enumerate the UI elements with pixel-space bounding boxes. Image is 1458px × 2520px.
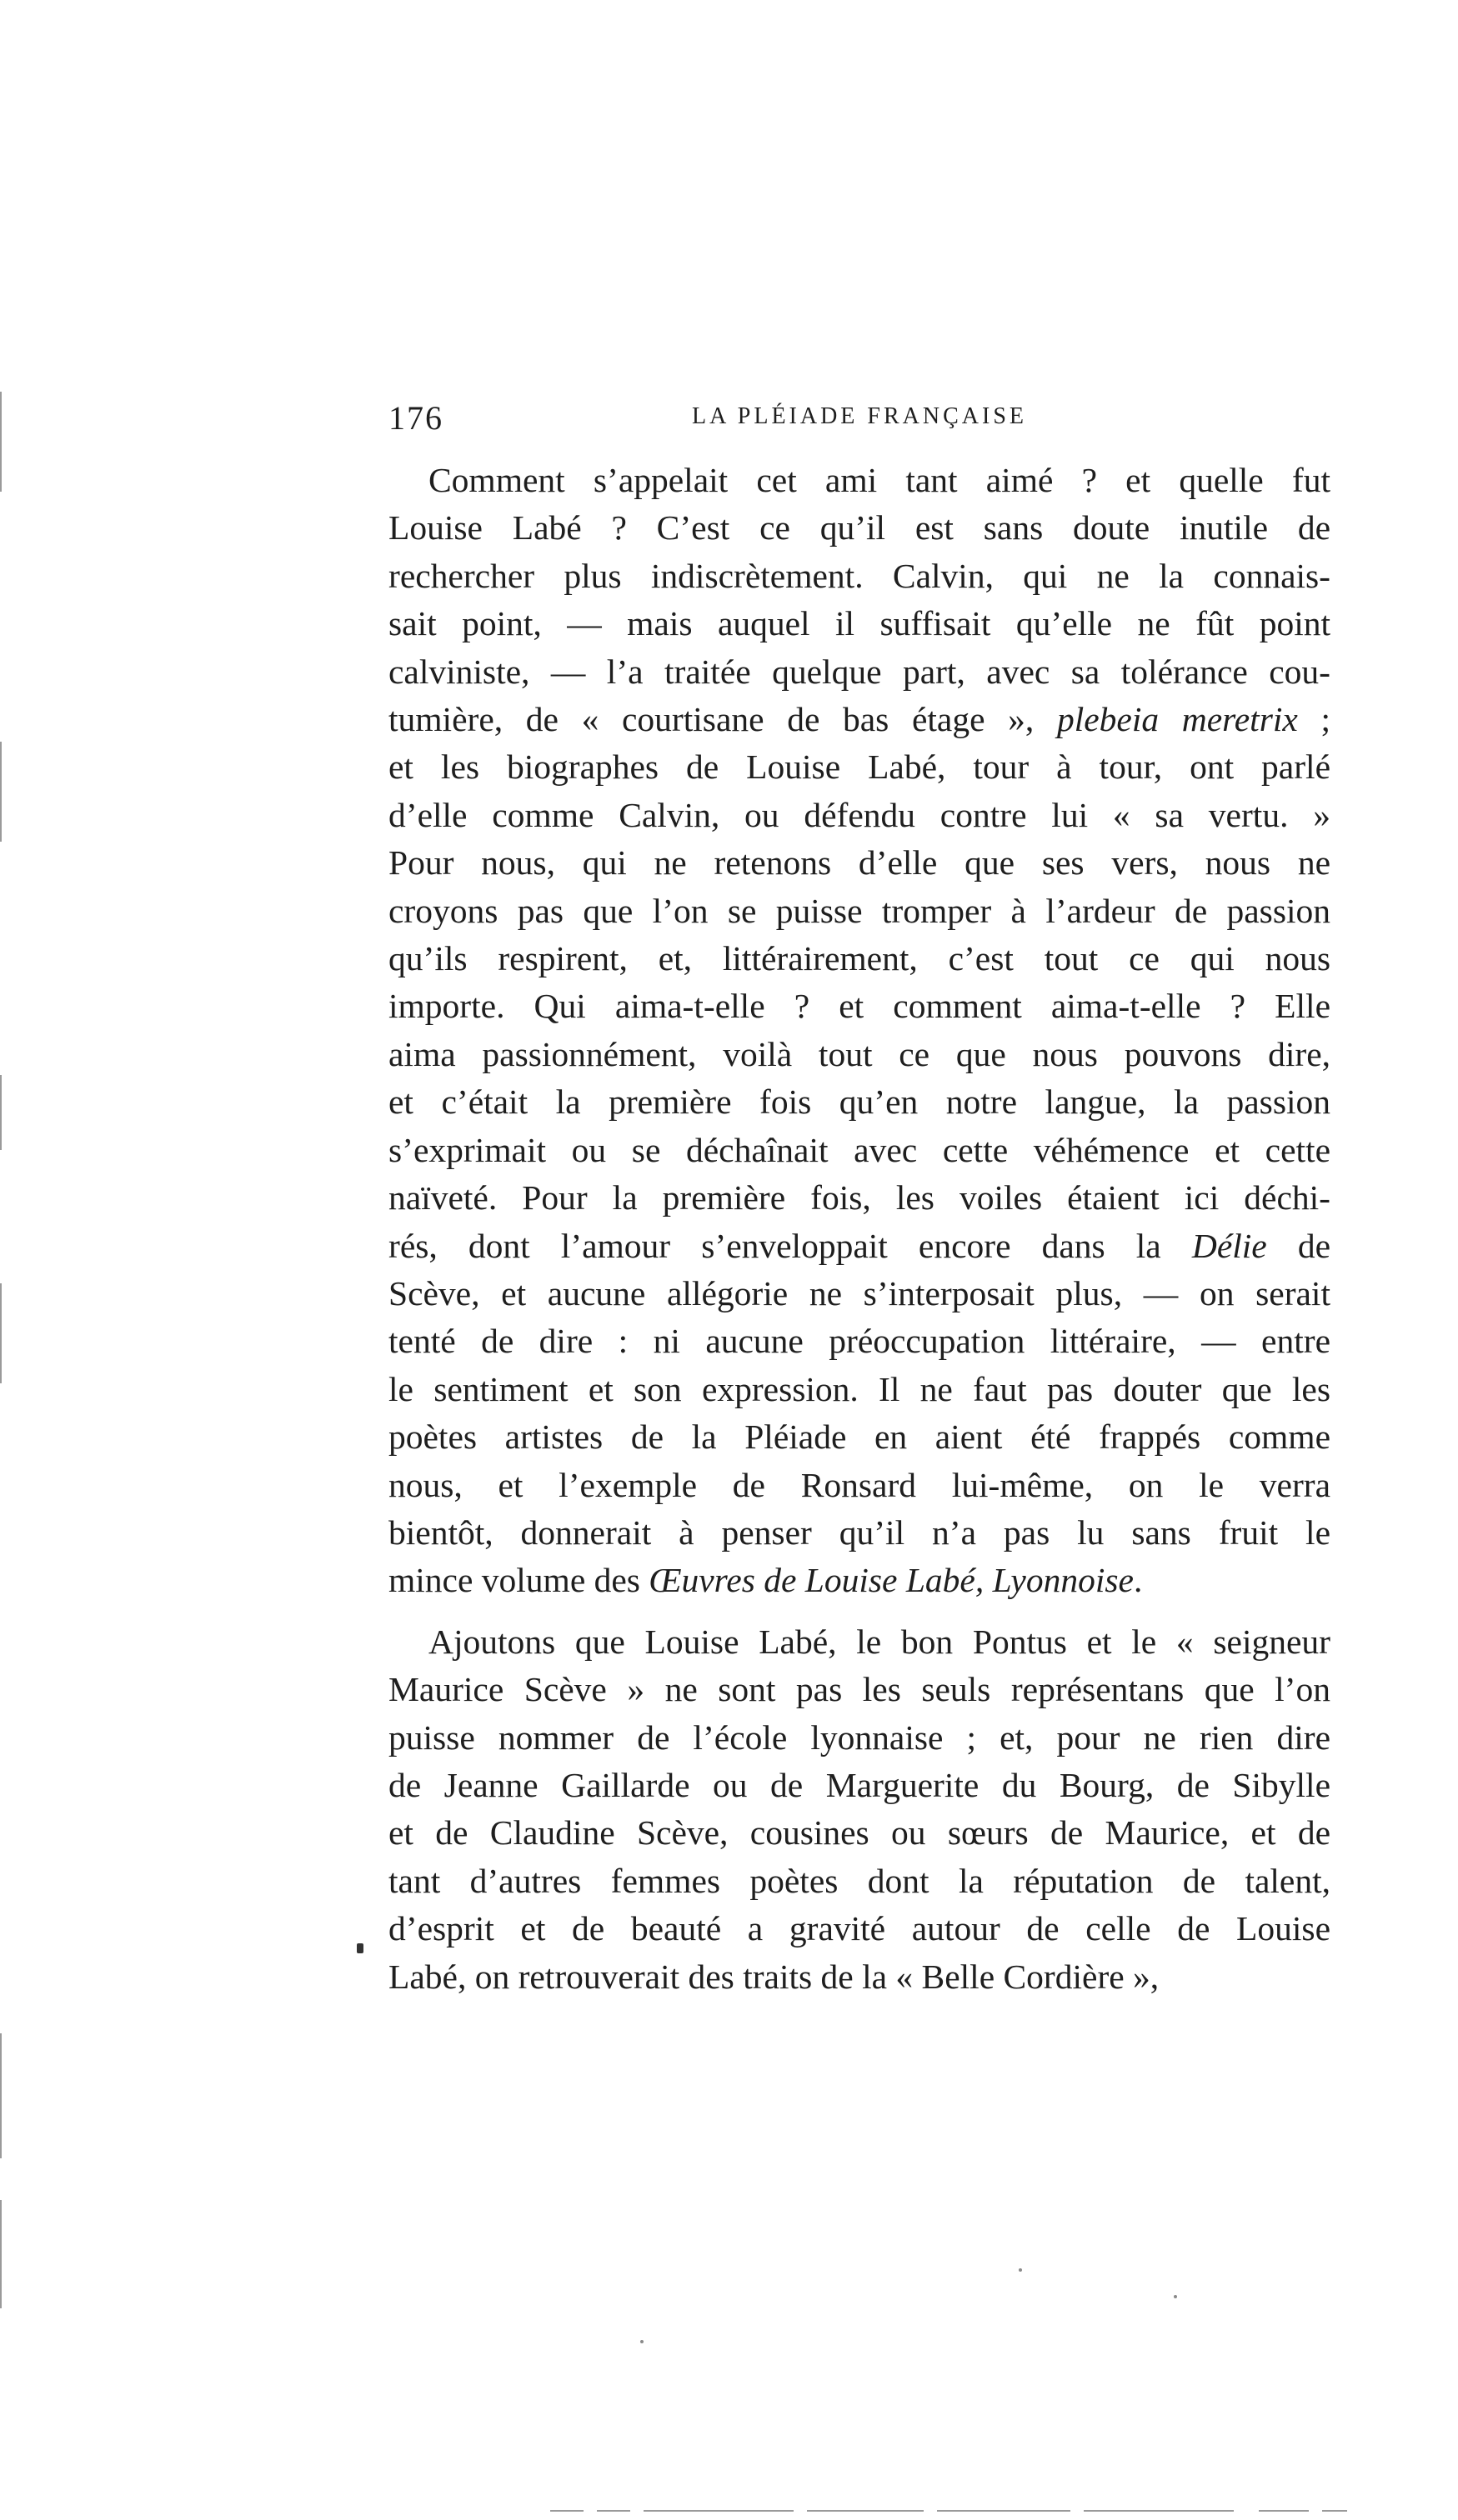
text-line: tant d’autres femmes poètes dont la réputation de talent, [388, 1861, 1330, 1900]
bottom-rule [937, 2510, 1070, 2512]
text-line: tumière, de « courtisane de bas étage », plebeia meretrix ; [388, 700, 1330, 739]
text-line: rechercher plus indiscrètement. Calvin, qui ne la connais- [388, 556, 1330, 595]
text-line: naïveté. Pour la première fois, les voiles étaient ici déchi- [388, 1178, 1330, 1218]
text-line: d’elle comme Calvin, ou défendu contre lui « sa vertu. » [388, 795, 1330, 834]
text-line: Ajoutons que Louise Labé, le bon Pontus et le « seigneur [428, 1622, 1330, 1661]
text-line: aima passionnément, voilà tout ce que nous pouvons dire, [388, 1034, 1330, 1073]
bottom-rule [1084, 2510, 1234, 2512]
text-line: Comment s’appelait cet ami tant aimé ? et quelle fut [428, 461, 1330, 499]
text-line: et les biographes de Louise Labé, tour à tour, ont parlé [388, 748, 1330, 787]
paragraph-2 [388, 1618, 1330, 2001]
text-line: de Jeanne Gaillarde ou de Marguerite du Bourg, de Sibylle [388, 1765, 1330, 1804]
bottom-rule [807, 2510, 924, 2512]
bottom-rule [644, 2510, 794, 2512]
text-line: mince volume des Œuvres de Louise Labé, Lyonnoise. [388, 1561, 1143, 1600]
scan-edge-mark [0, 1075, 2, 1150]
text-line: et c’était la première fois qu’en notre langue, la passion [388, 1082, 1330, 1122]
text-line: Pour nous, qui ne retenons d’elle que ses vers, nous ne [388, 843, 1330, 882]
text-line: nous, et l’exemple de Ronsard lui-même, on le verra [388, 1465, 1330, 1504]
text-line: Maurice Scève » ne sont pas les seuls représentans que l’on [388, 1670, 1330, 1709]
ink-speck [640, 2340, 644, 2343]
text-line: s’exprimait ou se déchaînait avec cette véhémence et cette [388, 1130, 1330, 1169]
running-head [388, 398, 1330, 440]
text-line: croyons pas que l’on se puisse tromper à l’ardeur de passion [388, 891, 1330, 930]
body-text [388, 457, 1330, 2001]
text-line: Louise Labé ? C’est ce qu’il est sans doute inutile de [388, 508, 1330, 548]
text-line: tenté de dire : ni aucune préoccupation littéraire, — entre [388, 1322, 1330, 1361]
running-title: LA PLÉIADE FRANÇAISE [691, 403, 1027, 429]
page-number: 176 [388, 399, 443, 437]
scan-edge-mark [0, 2200, 2, 2308]
text-line: calviniste, — l’a traitée quelque part, avec sa tolérance cou- [388, 652, 1330, 691]
text-line: Scève, et aucune allégorie ne s’interposait plus, — on serait [388, 1273, 1330, 1312]
scan-edge-mark [0, 2033, 2, 2158]
text-line: rés, dont l’amour s’enveloppait encore dans la Délie de [388, 1226, 1330, 1265]
paragraph-1 [388, 457, 1330, 1605]
bottom-rule [1259, 2510, 1309, 2512]
bottom-rule [1322, 2510, 1347, 2512]
bottom-rule [550, 2510, 584, 2512]
ink-speck [357, 1943, 363, 1953]
ink-speck [1174, 2295, 1177, 2298]
text-line: le sentiment et son expression. Il ne faut pas douter que les [388, 1369, 1330, 1408]
text-line: bientôt, donnerait à penser qu’il n’a pas lu sans fruit le [388, 1512, 1330, 1552]
bottom-rule [597, 2510, 630, 2512]
scan-edge-mark [0, 742, 2, 842]
text-line: importe. Qui aima-t-elle ? et comment aima-t-elle ? Elle [388, 987, 1330, 1026]
ink-speck [1019, 2268, 1022, 2272]
text-line: Labé, on retrouverait des traits de la « Belle Cordière », [388, 1957, 1160, 1996]
text-line: poètes artistes de la Pléiade en aient été frappés comme [388, 1418, 1330, 1457]
text-line: sait point, — mais auquel il suffisait qu’elle ne fût point [388, 604, 1330, 643]
text-line: puisse nommer de l’école lyonnaise ; et, pour ne rien dire [388, 1718, 1330, 1757]
text-line: qu’ils respirent, et, littérairement, c’est tout ce qui nous [388, 939, 1330, 978]
scan-edge-mark [0, 1283, 2, 1383]
text-line: d’esprit et de beauté a gravité autour de celle de Louise [388, 1909, 1330, 1948]
scan-edge-mark [0, 392, 2, 492]
text-line: et de Claudine Scève, cousines ou sœurs de Maurice, et de [388, 1813, 1330, 1852]
